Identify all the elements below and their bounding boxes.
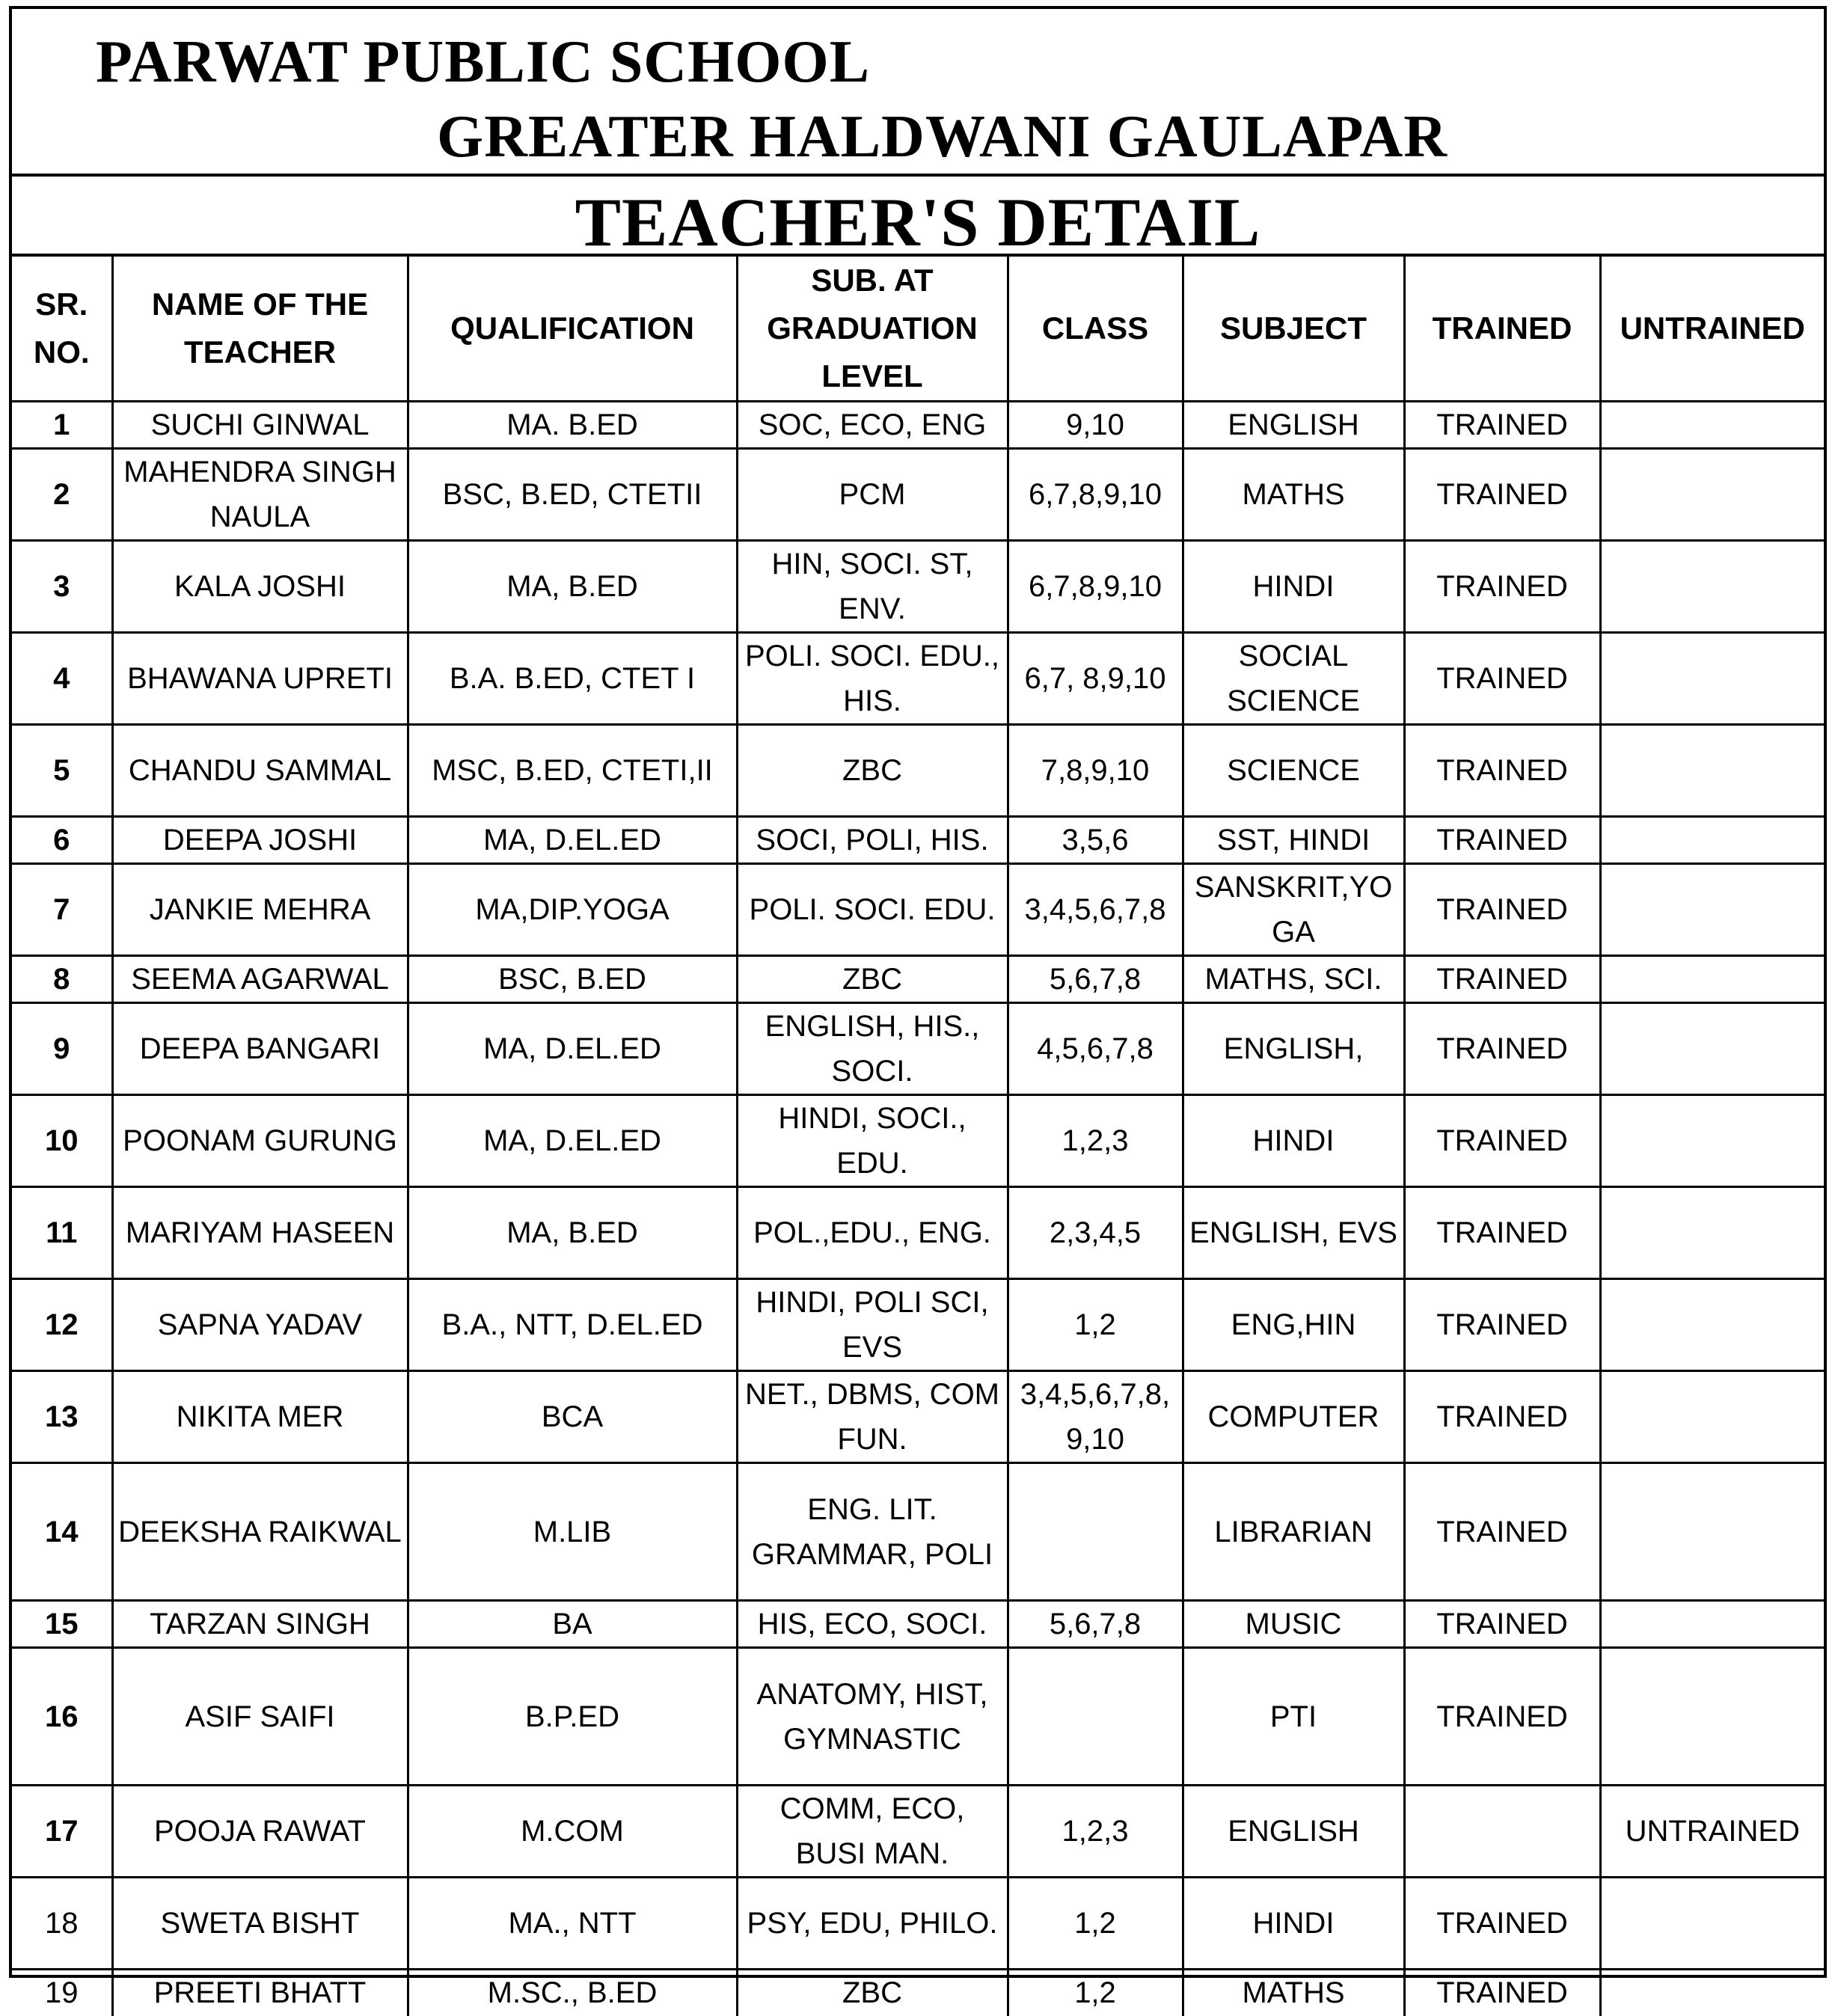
qualification-cell: MA, D.EL.ED (408, 817, 737, 864)
subject-cell: MATHS, SCI. (1183, 956, 1404, 1003)
table-row (12, 817, 1824, 864)
col-header-qualification: QUALIFICATION (408, 257, 737, 402)
grad-subjects-cell: HIN, SOCI. ST, ENV. (737, 541, 1008, 633)
trained-cell: TRAINED (1404, 1970, 1600, 2016)
qualification-cell: MA,DIP.YOGA (408, 864, 737, 956)
grad-subjects-cell: ENGLISH, HIS., SOCI. (737, 1003, 1008, 1095)
teacher-name-cell: BHAWANA UPRETI (112, 633, 408, 725)
qualification-cell: B.A. B.ED, CTET I (408, 633, 737, 725)
subject-cell: MATHS (1183, 449, 1404, 541)
untrained-cell (1600, 541, 1824, 633)
sr-no-cell: 11 (12, 1187, 112, 1279)
untrained-cell (1600, 1003, 1824, 1095)
grad-subjects-cell: SOCI, POLI, HIS. (737, 817, 1008, 864)
untrained-cell (1600, 1371, 1824, 1463)
table-row (12, 1970, 1824, 2016)
grad-subjects-cell: HIS, ECO, SOCI. (737, 1601, 1008, 1648)
qualification-cell: BSC, B.ED, CTETII (408, 449, 737, 541)
untrained-cell (1600, 956, 1824, 1003)
trained-cell: TRAINED (1404, 449, 1600, 541)
untrained-cell (1600, 402, 1824, 449)
teacher-name-cell: DEEPA BANGARI (112, 1003, 408, 1095)
trained-cell: TRAINED (1404, 402, 1600, 449)
untrained-cell (1600, 633, 1824, 725)
class-cell: 5,6,7,8 (1008, 1601, 1183, 1648)
trained-cell: TRAINED (1404, 1095, 1600, 1187)
grad-subjects-cell: SOC, ECO, ENG (737, 402, 1008, 449)
qualification-cell: BSC, B.ED (408, 956, 737, 1003)
grad-subjects-cell: HINDI, POLI SCI, EVS (737, 1279, 1008, 1371)
page-title: TEACHER'S DETAIL (575, 184, 1261, 260)
grad-subjects-cell: ANATOMY, HIST, GYMNASTIC (737, 1648, 1008, 1786)
qualification-cell: M.COM (408, 1786, 737, 1878)
teacher-name-cell: SEEMA AGARWAL (112, 956, 408, 1003)
table-row (12, 633, 1824, 725)
teacher-name-cell: SWETA BISHT (112, 1878, 408, 1970)
class-cell: 7,8,9,10 (1008, 725, 1183, 817)
qualification-cell: MA, D.EL.ED (408, 1095, 737, 1187)
untrained-cell (1600, 1648, 1824, 1786)
grad-subjects-cell: ZBC (737, 725, 1008, 817)
teacher-name-cell: SUCHI GINWAL (112, 402, 408, 449)
subject-cell: MATHS (1183, 1970, 1404, 2016)
class-cell: 1,2,3 (1008, 1786, 1183, 1878)
sr-no-cell: 6 (12, 817, 112, 864)
teacher-name-cell: PREETI BHATT (112, 1970, 408, 2016)
qualification-cell: B.P.ED (408, 1648, 737, 1786)
table-row (12, 1648, 1824, 1786)
class-cell (1008, 1648, 1183, 1786)
sr-no-cell: 12 (12, 1279, 112, 1371)
qualification-cell: MSC, B.ED, CTETI,II (408, 725, 737, 817)
grad-subjects-cell: NET., DBMS, COM FUN. (737, 1371, 1008, 1463)
untrained-cell (1600, 1187, 1824, 1279)
subject-cell: SOCIAL SCIENCE (1183, 633, 1404, 725)
class-cell: 6,7, 8,9,10 (1008, 633, 1183, 725)
school-location: GREATER HALDWANI GAULAPAR (437, 104, 1448, 170)
sr-no-cell: 13 (12, 1371, 112, 1463)
table-row (12, 402, 1824, 449)
qualification-cell: M.LIB (408, 1463, 737, 1601)
class-cell: 4,5,6,7,8 (1008, 1003, 1183, 1095)
trained-cell: TRAINED (1404, 1371, 1600, 1463)
grad-subjects-cell: ZBC (737, 956, 1008, 1003)
table-row (12, 864, 1824, 956)
class-cell: 6,7,8,9,10 (1008, 449, 1183, 541)
qualification-cell: MA, B.ED (408, 541, 737, 633)
trained-cell: TRAINED (1404, 956, 1600, 1003)
untrained-cell (1600, 1878, 1824, 1970)
class-cell: 3,4,5,6,7,8 (1008, 864, 1183, 956)
subject-cell: HINDI (1183, 1878, 1404, 1970)
table-row (12, 1279, 1824, 1371)
sr-no-cell: 9 (12, 1003, 112, 1095)
class-cell: 6,7,8,9,10 (1008, 541, 1183, 633)
untrained-cell (1600, 1279, 1824, 1371)
class-cell: 9,10 (1008, 402, 1183, 449)
col-header-trained: TRAINED (1404, 257, 1600, 402)
grad-subjects-cell: ENG. LIT. GRAMMAR, POLI (737, 1463, 1008, 1601)
sr-no-cell: 8 (12, 956, 112, 1003)
untrained-cell (1600, 1970, 1824, 2016)
untrained-cell (1600, 1463, 1824, 1601)
class-cell: 1,2,3 (1008, 1095, 1183, 1187)
sr-no-cell: 2 (12, 449, 112, 541)
teacher-name-cell: SAPNA YADAV (112, 1279, 408, 1371)
table-row (12, 725, 1824, 817)
table-row (12, 1786, 1824, 1878)
trained-cell: TRAINED (1404, 633, 1600, 725)
col-header-subject: SUBJECT (1183, 257, 1404, 402)
subject-cell: ENGLISH (1183, 402, 1404, 449)
qualification-cell: MA, D.EL.ED (408, 1003, 737, 1095)
trained-cell: TRAINED (1404, 1187, 1600, 1279)
qualification-cell: MA. B.ED (408, 402, 737, 449)
table-row (12, 541, 1824, 633)
class-cell: 2,3,4,5 (1008, 1187, 1183, 1279)
teacher-name-cell: MARIYAM HASEEN (112, 1187, 408, 1279)
school-name: PARWAT PUBLIC SCHOOL (96, 29, 871, 95)
trained-cell: TRAINED (1404, 864, 1600, 956)
subject-cell: SANSKRIT,YOGA (1183, 864, 1404, 956)
trained-cell: TRAINED (1404, 1463, 1600, 1601)
sr-no-cell: 3 (12, 541, 112, 633)
table-row (12, 1601, 1824, 1648)
teacher-name-cell: CHANDU SAMMAL (112, 725, 408, 817)
sr-no-cell: 1 (12, 402, 112, 449)
table-row (12, 1095, 1824, 1187)
teacher-name-cell: TARZAN SINGH (112, 1601, 408, 1648)
grad-subjects-cell: ZBC (737, 1970, 1008, 2016)
class-cell: 1,2 (1008, 1970, 1183, 2016)
trained-cell: TRAINED (1404, 1878, 1600, 1970)
sr-no-cell: 4 (12, 633, 112, 725)
teacher-name-cell: ASIF SAIFI (112, 1648, 408, 1786)
header-row (12, 257, 1824, 402)
trained-cell: TRAINED (1404, 541, 1600, 633)
subject-cell: SCIENCE (1183, 725, 1404, 817)
class-cell (1008, 1463, 1183, 1601)
teacher-name-cell: NIKITA MER (112, 1371, 408, 1463)
untrained-cell: UNTRAINED (1600, 1786, 1824, 1878)
subject-cell: LIBRARIAN (1183, 1463, 1404, 1601)
untrained-cell (1600, 864, 1824, 956)
teacher-name-cell: DEEPA JOSHI (112, 817, 408, 864)
grad-subjects-cell: PSY, EDU, PHILO. (737, 1878, 1008, 1970)
subject-cell: HINDI (1183, 541, 1404, 633)
class-cell: 3,4,5,6,7,8, 9,10 (1008, 1371, 1183, 1463)
trained-cell: TRAINED (1404, 1279, 1600, 1371)
trained-cell: TRAINED (1404, 1601, 1600, 1648)
qualification-cell: MA., NTT (408, 1878, 737, 1970)
subject-cell: ENGLISH (1183, 1786, 1404, 1878)
trained-cell: TRAINED (1404, 1003, 1600, 1095)
subject-cell: HINDI (1183, 1095, 1404, 1187)
table-row (12, 1878, 1824, 1970)
grad-subjects-cell: COMM, ECO, BUSI MAN. (737, 1786, 1008, 1878)
untrained-cell (1600, 1601, 1824, 1648)
col-header-name: NAME OF THE TEACHER (112, 257, 408, 402)
teacher-name-cell: MAHENDRA SINGH NAULA (112, 449, 408, 541)
grad-subjects-cell: PCM (737, 449, 1008, 541)
school-header (12, 9, 1824, 177)
teacher-name-cell: POOJA RAWAT (112, 1786, 408, 1878)
grad-subjects-cell: POLI. SOCI. EDU., HIS. (737, 633, 1008, 725)
class-cell: 5,6,7,8 (1008, 956, 1183, 1003)
table-row (12, 956, 1824, 1003)
col-header-untrained: UNTRAINED (1600, 257, 1824, 402)
teacher-name-cell: POONAM GURUNG (112, 1095, 408, 1187)
teacher-name-cell: JANKIE MEHRA (112, 864, 408, 956)
class-cell: 3,5,6 (1008, 817, 1183, 864)
sr-no-cell: 19 (12, 1970, 112, 2016)
untrained-cell (1600, 1095, 1824, 1187)
grad-subjects-cell: POL.,EDU., ENG. (737, 1187, 1008, 1279)
table-row (12, 449, 1824, 541)
subject-cell: COMPUTER (1183, 1371, 1404, 1463)
sr-no-cell: 10 (12, 1095, 112, 1187)
qualification-cell: BA (408, 1601, 737, 1648)
trained-cell (1404, 1786, 1600, 1878)
qualification-cell: B.A., NTT, D.EL.ED (408, 1279, 737, 1371)
subject-cell: ENGLISH, EVS (1183, 1187, 1404, 1279)
subject-cell: PTI (1183, 1648, 1404, 1786)
table-row (12, 1187, 1824, 1279)
table-row (12, 1463, 1824, 1601)
col-header-class: CLASS (1008, 257, 1183, 402)
col-header-grad-subjects: SUB. AT GRADUATION LEVEL (737, 257, 1008, 402)
sr-no-cell: 16 (12, 1648, 112, 1786)
qualification-cell: BCA (408, 1371, 737, 1463)
grad-subjects-cell: HINDI, SOCI., EDU. (737, 1095, 1008, 1187)
teacher-detail-sheet (9, 6, 1827, 2010)
untrained-cell (1600, 817, 1824, 864)
qualification-cell: M.SC., B.ED (408, 1970, 737, 2016)
sr-no-cell: 15 (12, 1601, 112, 1648)
sr-no-cell: 14 (12, 1463, 112, 1601)
teacher-name-cell: KALA JOSHI (112, 541, 408, 633)
sr-no-cell: 5 (12, 725, 112, 817)
subject-cell: ENG,HIN (1183, 1279, 1404, 1371)
teacher-table (12, 257, 1824, 2016)
title-band (12, 177, 1824, 260)
trained-cell: TRAINED (1404, 1648, 1600, 1786)
table-row (12, 1003, 1824, 1095)
sr-no-cell: 17 (12, 1786, 112, 1878)
trained-cell: TRAINED (1404, 725, 1600, 817)
class-cell: 1,2 (1008, 1878, 1183, 1970)
subject-cell: MUSIC (1183, 1601, 1404, 1648)
subject-cell: ENGLISH, (1183, 1003, 1404, 1095)
class-cell: 1,2 (1008, 1279, 1183, 1371)
sr-no-cell: 7 (12, 864, 112, 956)
table-row (12, 1371, 1824, 1463)
sr-no-cell: 18 (12, 1878, 112, 1970)
teacher-name-cell: DEEKSHA RAIKWAL (112, 1463, 408, 1601)
untrained-cell (1600, 449, 1824, 541)
qualification-cell: MA, B.ED (408, 1187, 737, 1279)
col-header-sr-no: SR. NO. (12, 257, 112, 402)
untrained-cell (1600, 725, 1824, 817)
trained-cell: TRAINED (1404, 817, 1600, 864)
subject-cell: SST, HINDI (1183, 817, 1404, 864)
grad-subjects-cell: POLI. SOCI. EDU. (737, 864, 1008, 956)
